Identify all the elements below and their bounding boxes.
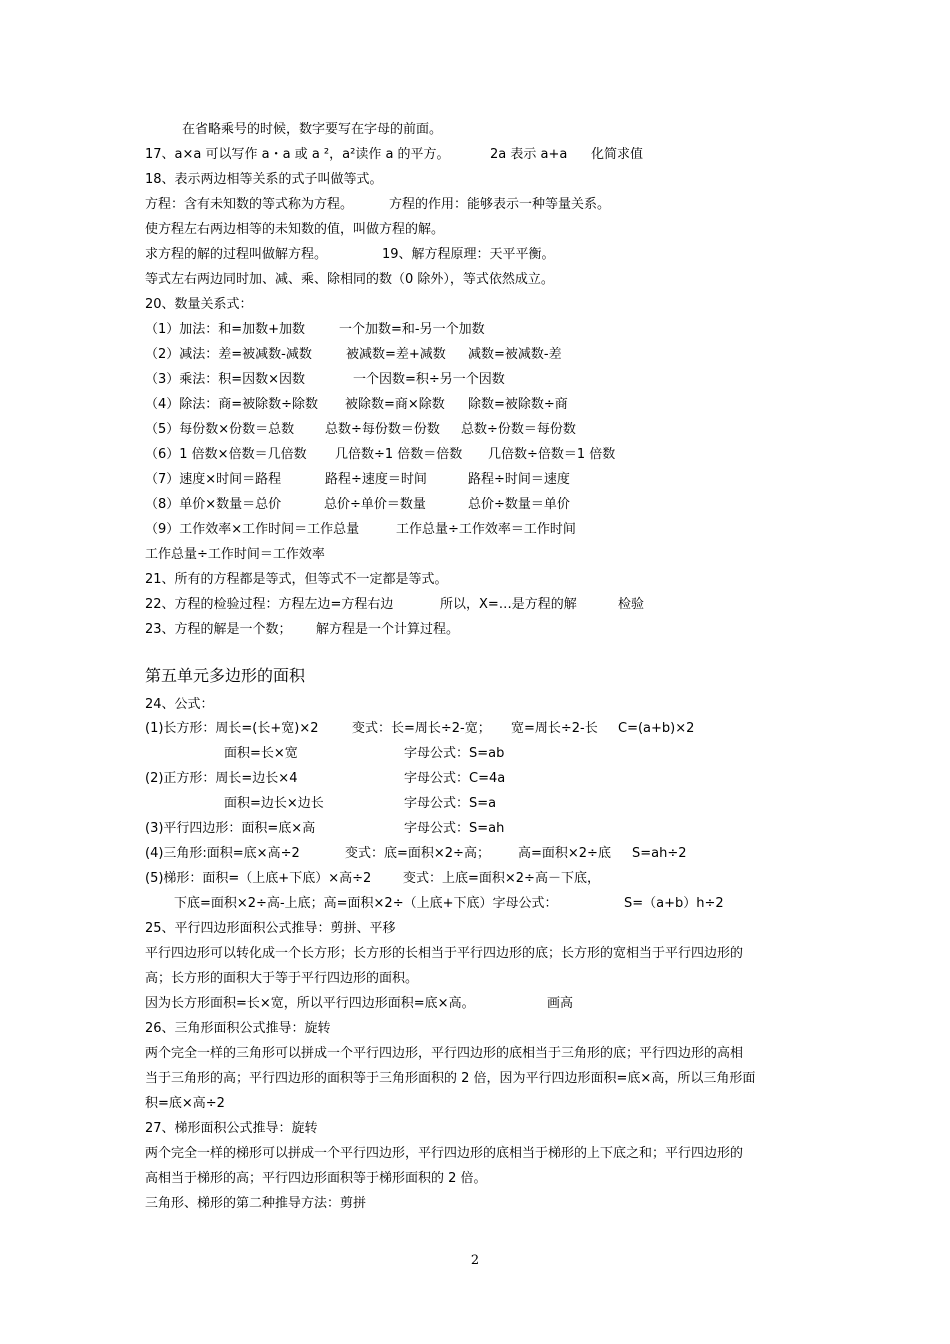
text-line: （3）乘法：积=因数×因数 一个因数=积÷另一个因数 <box>145 372 505 387</box>
text-line: 20、数量关系式： <box>145 297 253 312</box>
text-line: 25、平行四边形面积公式推导：剪拼、平移 <box>145 921 396 936</box>
text-line: 积=底×高÷2 <box>145 1096 225 1111</box>
text-line: （6）1 倍数×倍数＝几倍数 几倍数÷1 倍数＝倍数 几倍数÷倍数＝1 倍数 <box>145 447 616 462</box>
text-line: （4）除法：商=被除数÷除数 被除数=商×除数 除数=被除数÷商 <box>145 397 568 412</box>
text-line: （7）速度×时间＝路程 路程÷速度＝时间 路程÷时间＝速度 <box>145 472 570 487</box>
text-line: (1)长方形：周长=(长+宽)×2 变式：长=周长÷2-宽； 宽=周长÷2-长 C=(a+b)×2 <box>145 721 695 736</box>
text-line: （2）减法：差=被减数-减数 被减数=差+减数 减数=被减数-差 <box>145 347 562 362</box>
text-line: 在省略乘号的时候，数字要写在字母的前面。 <box>182 122 443 137</box>
text-line: 两个完全一样的梯形可以拼成一个平行四边形，平行四边形的底相当于梯形的上下底之和；平行四边形的 <box>145 1146 744 1161</box>
text-line: 21、所有的方程都是等式，但等式不一定都是等式。 <box>145 572 448 587</box>
text-line: (2)正方形：周长=边长×4 字母公式：C=4a <box>145 771 506 786</box>
text-line: 平行四边形可以转化成一个长方形；长方形的长相当于平行四边形的底；长方形的宽相当于平行四边形的 <box>145 946 744 961</box>
text-line: 等式左右两边同时加、减、乘、除相同的数（0 除外），等式依然成立。 <box>145 272 554 287</box>
text-line: (5)梯形：面积=（上底+下底）×高÷2 变式：上底=面积×2÷高－下底， <box>145 871 600 886</box>
text-line: 18、表示两边相等关系的式子叫做等式。 <box>145 172 383 187</box>
text-line: （8）单价×数量＝总价 总价÷单价＝数量 总价÷数量＝单价 <box>145 497 570 512</box>
text-line: 26、三角形面积公式推导：旋转 <box>145 1021 331 1036</box>
text-line: (4)三角形:面积=底×高÷2 变式：底=面积×2÷高； 高=面积×2÷底 S=ah÷2 <box>145 846 687 861</box>
section-heading: 第五单元多边形的面积 <box>145 666 306 685</box>
text-line: 使方程左右两边相等的未知数的值，叫做方程的解。 <box>145 222 445 237</box>
text-line: 因为长方形面积=长×宽，所以平行四边形面积=底×高。 画高 <box>145 996 574 1011</box>
text-line: 方程：含有未知数的等式称为方程。 方程的作用：能够表示一种等量关系。 <box>145 197 611 212</box>
text-line: 求方程的解的过程叫做解方程。 19、解方程原理：天平平衡。 <box>145 247 555 262</box>
text-line: （9）工作效率×工作时间＝工作总量 工作总量÷工作效率＝工作时间 <box>145 522 576 537</box>
text-line: 两个完全一样的三角形可以拼成一个平行四边形，平行四边形的底相当于三角形的底；平行四边形的高相 <box>145 1046 744 1061</box>
text-line: 面积=长×宽 字母公式：S=ab <box>224 746 505 761</box>
text-line: 下底=面积×2÷高-上底；高=面积×2÷（上底+下底）字母公式： S=（a+b）h÷2 <box>174 896 724 911</box>
text-line: （5）每份数×份数＝总数 总数÷每份数＝份数 总数÷份数＝每份数 <box>145 422 576 437</box>
text-line: 高相当于梯形的高；平行四边形面积等于梯形面积的 2 倍。 <box>145 1171 487 1186</box>
text-line: (3)平行四边形：面积=底×高 字母公式：S=ah <box>145 821 505 836</box>
page-number: 2 <box>470 1253 480 1268</box>
text-line: 工作总量÷工作时间＝工作效率 <box>145 547 325 562</box>
text-line: 三角形、梯形的第二种推导方法：剪拼 <box>145 1196 367 1211</box>
text-line: 17、a×a 可以写作 a・a 或 a ²，a²读作 a 的平方。 2a 表示 a+a 化简求值 <box>145 147 644 162</box>
text-line: 24、公式： <box>145 697 214 712</box>
text-line: （1）加法：和=加数+加数 一个加数=和-另一个加数 <box>145 322 485 337</box>
text-line: 27、梯形面积公式推导：旋转 <box>145 1121 318 1136</box>
text-line: 当于三角形的高；平行四边形的面积等于三角形面积的 2 倍，因为平行四边形面积=底×高，所以三角形面 <box>145 1071 756 1086</box>
text-line: 23、方程的解是一个数； 解方程是一个计算过程。 <box>145 622 460 637</box>
text-line: 高；长方形的面积大于等于平行四边形的面积。 <box>145 971 419 986</box>
text-line: 面积=边长×边长 字母公式：S=a <box>224 796 497 811</box>
text-line: 22、方程的检验过程：方程左边=方程右边 所以，X=…是方程的解 检验 <box>145 597 645 612</box>
